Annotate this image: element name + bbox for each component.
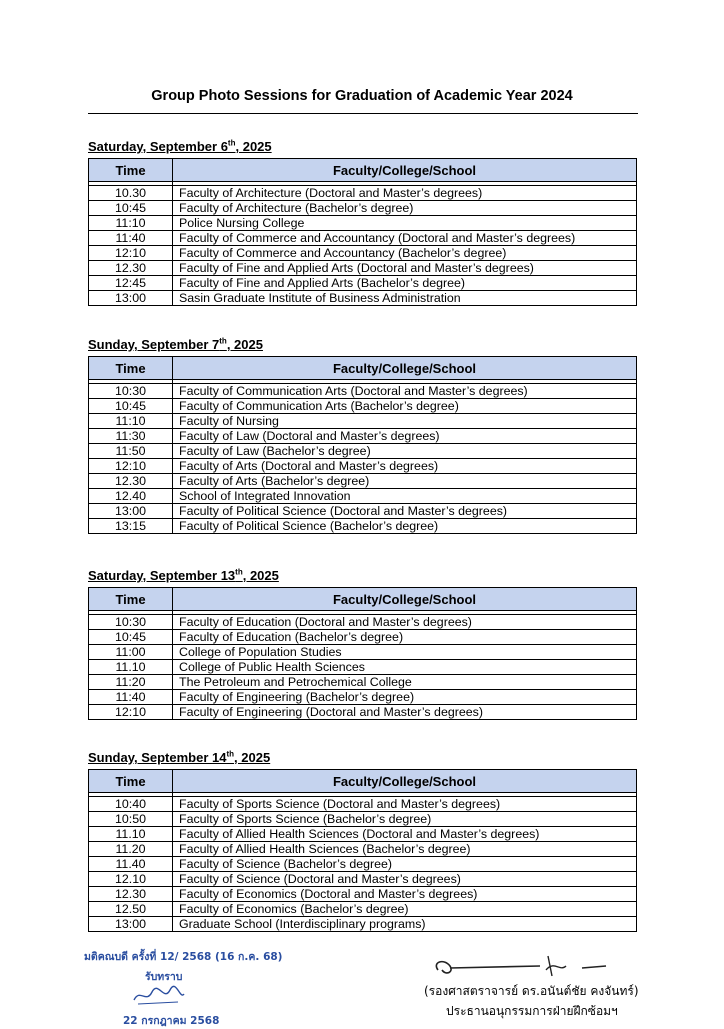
faculty-column-header: Faculty/College/School <box>173 159 637 182</box>
table-row <box>89 474 637 489</box>
time-cell: 11.10 <box>89 827 173 842</box>
date-ordinal: th <box>227 138 236 148</box>
time-cell: 11:40 <box>89 231 173 246</box>
faculty-cell: Faculty of Political Science (Bachelor’s degree) <box>173 519 637 534</box>
table-row <box>89 519 637 534</box>
faculty-cell: The Petroleum and Petrochemical College <box>173 675 637 690</box>
time-cell: 11:10 <box>89 414 173 429</box>
table-row <box>89 645 637 660</box>
handwritten-signature-icon <box>130 984 186 1008</box>
table-row <box>89 444 637 459</box>
time-cell: 12:10 <box>89 246 173 261</box>
faculty-cell: Faculty of Education (Doctoral and Master’s degrees) <box>173 615 637 630</box>
time-cell: 10.30 <box>89 186 173 201</box>
section-date-heading <box>88 568 279 583</box>
table-row <box>89 384 637 399</box>
time-cell: 12.40 <box>89 489 173 504</box>
table-row <box>89 186 637 201</box>
schedule-table <box>88 356 637 534</box>
table-row <box>89 504 637 519</box>
time-cell: 12.30 <box>89 261 173 276</box>
faculty-cell: Faculty of Education (Bachelor’s degree) <box>173 630 637 645</box>
time-cell: 11.20 <box>89 842 173 857</box>
time-cell: 11:00 <box>89 645 173 660</box>
faculty-cell: Faculty of Sports Science (Bachelor’s degree) <box>173 812 637 827</box>
table-row <box>89 414 637 429</box>
time-cell: 12.10 <box>89 872 173 887</box>
table-header-row <box>89 159 637 182</box>
title-rule <box>88 113 638 114</box>
time-column-header: Time <box>89 770 173 793</box>
table-row <box>89 917 637 932</box>
faculty-cell: Faculty of Law (Bachelor’s degree) <box>173 444 637 459</box>
faculty-cell: Faculty of Commerce and Accountancy (Doctoral and Master’s degrees) <box>173 231 637 246</box>
faculty-cell: Faculty of Fine and Applied Arts (Bachelor’s degree) <box>173 276 637 291</box>
time-cell: 11:30 <box>89 429 173 444</box>
table-row <box>89 399 637 414</box>
time-cell: 11:50 <box>89 444 173 459</box>
time-cell: 12.30 <box>89 887 173 902</box>
section-date-heading <box>88 139 272 154</box>
faculty-cell: Faculty of Allied Health Sciences (Bachelor’s degree) <box>173 842 637 857</box>
chair-name: (รองศาสตราจารย์ ดร.อนันต์ชัย คงจันทร์) <box>424 984 639 998</box>
faculty-column-header: Faculty/College/School <box>173 357 637 380</box>
table-row <box>89 429 637 444</box>
faculty-cell: Faculty of Economics (Bachelor’s degree) <box>173 902 637 917</box>
faculty-cell: Faculty of Architecture (Doctoral and Master’s degrees) <box>173 186 637 201</box>
date-ordinal: th <box>226 749 235 759</box>
table-row <box>89 660 637 675</box>
faculty-cell: Faculty of Engineering (Bachelor’s degree) <box>173 690 637 705</box>
table-row <box>89 842 637 857</box>
section-date-heading <box>88 750 270 765</box>
time-cell: 10:45 <box>89 201 173 216</box>
time-cell: 11:40 <box>89 690 173 705</box>
time-cell: 12:10 <box>89 705 173 720</box>
chair-position: ประธานอนุกรรมการฝ่ายฝึกซ้อมฯ <box>446 1004 618 1018</box>
schedule-table <box>88 769 637 932</box>
table-row <box>89 690 637 705</box>
date-ordinal: th <box>235 567 243 577</box>
table-row <box>89 216 637 231</box>
time-cell: 12:10 <box>89 459 173 474</box>
table-row <box>89 812 637 827</box>
signature-date: 22 กรกฎาคม 2568 <box>123 1015 220 1027</box>
faculty-column-header: Faculty/College/School <box>173 588 637 611</box>
day-text: Sunday, September 14 <box>88 750 227 765</box>
table-row <box>89 797 637 812</box>
faculty-cell: Faculty of Political Science (Doctoral and Master’s degrees) <box>173 504 637 519</box>
table-row <box>89 489 637 504</box>
time-cell: 10:45 <box>89 630 173 645</box>
table-row <box>89 276 637 291</box>
time-cell: 10:40 <box>89 797 173 812</box>
table-row <box>89 615 637 630</box>
day-text: Saturday, September 13 <box>88 568 236 583</box>
year-text: , 2025 <box>235 139 272 154</box>
table-row <box>89 630 637 645</box>
table-header-row <box>89 357 637 380</box>
table-row <box>89 261 637 276</box>
faculty-cell: Faculty of Sports Science (Doctoral and Master’s degrees) <box>173 797 637 812</box>
day-text: Sunday, September 7 <box>88 337 220 352</box>
faculty-cell: Faculty of Arts (Doctoral and Master’s degrees) <box>173 459 637 474</box>
year-text: , 2025 <box>226 337 263 352</box>
faculty-cell: Faculty of Communication Arts (Doctoral and Master’s degrees) <box>173 384 637 399</box>
faculty-cell: Faculty of Architecture (Bachelor’s degree) <box>173 201 637 216</box>
table-row <box>89 201 637 216</box>
chair-signature-icon <box>430 952 610 982</box>
faculty-cell: Faculty of Commerce and Accountancy (Bachelor’s degree) <box>173 246 637 261</box>
table-row <box>89 887 637 902</box>
time-column-header: Time <box>89 357 173 380</box>
page-title: Group Photo Sessions for Graduation of Academic Year 2024 <box>151 88 573 104</box>
faculty-cell: College of Public Health Sciences <box>173 660 637 675</box>
table-row <box>89 857 637 872</box>
faculty-cell: Faculty of Engineering (Doctoral and Master’s degrees) <box>173 705 637 720</box>
section-date-heading <box>88 337 263 352</box>
schedule-table <box>88 587 637 720</box>
time-cell: 11.40 <box>89 857 173 872</box>
time-cell: 13:00 <box>89 504 173 519</box>
faculty-cell: Faculty of Economics (Doctoral and Master’s degrees) <box>173 887 637 902</box>
faculty-cell: Faculty of Fine and Applied Arts (Doctoral and Master’s degrees) <box>173 261 637 276</box>
faculty-cell: School of Integrated Innovation <box>173 489 637 504</box>
year-text: , 2025 <box>234 750 271 765</box>
table-header-row <box>89 770 637 793</box>
time-cell: 11:20 <box>89 675 173 690</box>
time-column-header: Time <box>89 588 173 611</box>
faculty-cell: Faculty of Arts (Bachelor’s degree) <box>173 474 637 489</box>
faculty-cell: Graduate School (Interdisciplinary programs) <box>173 917 637 932</box>
faculty-cell: Faculty of Allied Health Sciences (Doctoral and Master’s degrees) <box>173 827 637 842</box>
time-cell: 13:15 <box>89 519 173 534</box>
time-column-header: Time <box>89 159 173 182</box>
time-cell: 10:45 <box>89 399 173 414</box>
time-cell: 10:50 <box>89 812 173 827</box>
date-ordinal: th <box>219 336 227 346</box>
table-row <box>89 459 637 474</box>
faculty-cell: Sasin Graduate Institute of Business Administration <box>173 291 637 306</box>
time-cell: 12.50 <box>89 902 173 917</box>
time-cell: 12:45 <box>89 276 173 291</box>
year-text: , 2025 <box>242 568 279 583</box>
faculty-column-header: Faculty/College/School <box>173 770 637 793</box>
faculty-cell: Faculty of Nursing <box>173 414 637 429</box>
time-cell: 12.30 <box>89 474 173 489</box>
table-row <box>89 827 637 842</box>
table-row <box>89 291 637 306</box>
table-row <box>89 872 637 887</box>
time-cell: 10:30 <box>89 384 173 399</box>
schedule-table <box>88 158 637 306</box>
time-cell: 10:30 <box>89 615 173 630</box>
faculty-cell: Faculty of Communication Arts (Bachelor’s degree) <box>173 399 637 414</box>
acknowledged-label: รับทราบ <box>145 971 183 983</box>
table-row <box>89 902 637 917</box>
time-cell: 13:00 <box>89 917 173 932</box>
faculty-cell: Faculty of Law (Doctoral and Master’s degrees) <box>173 429 637 444</box>
time-cell: 11:10 <box>89 216 173 231</box>
faculty-cell: Police Nursing College <box>173 216 637 231</box>
table-row <box>89 705 637 720</box>
meeting-resolution-note: มติคณบดี ครั้งที่ 12/ 2568 (16 ก.ค. 68) <box>84 951 283 963</box>
faculty-cell: Faculty of Science (Bachelor’s degree) <box>173 857 637 872</box>
table-row <box>89 246 637 261</box>
table-row <box>89 675 637 690</box>
time-cell: 13:00 <box>89 291 173 306</box>
table-header-row <box>89 588 637 611</box>
faculty-cell: College of Population Studies <box>173 645 637 660</box>
table-row <box>89 231 637 246</box>
day-text: Saturday, September 6 <box>88 139 228 154</box>
faculty-cell: Faculty of Science (Doctoral and Master’s degrees) <box>173 872 637 887</box>
time-cell: 11.10 <box>89 660 173 675</box>
